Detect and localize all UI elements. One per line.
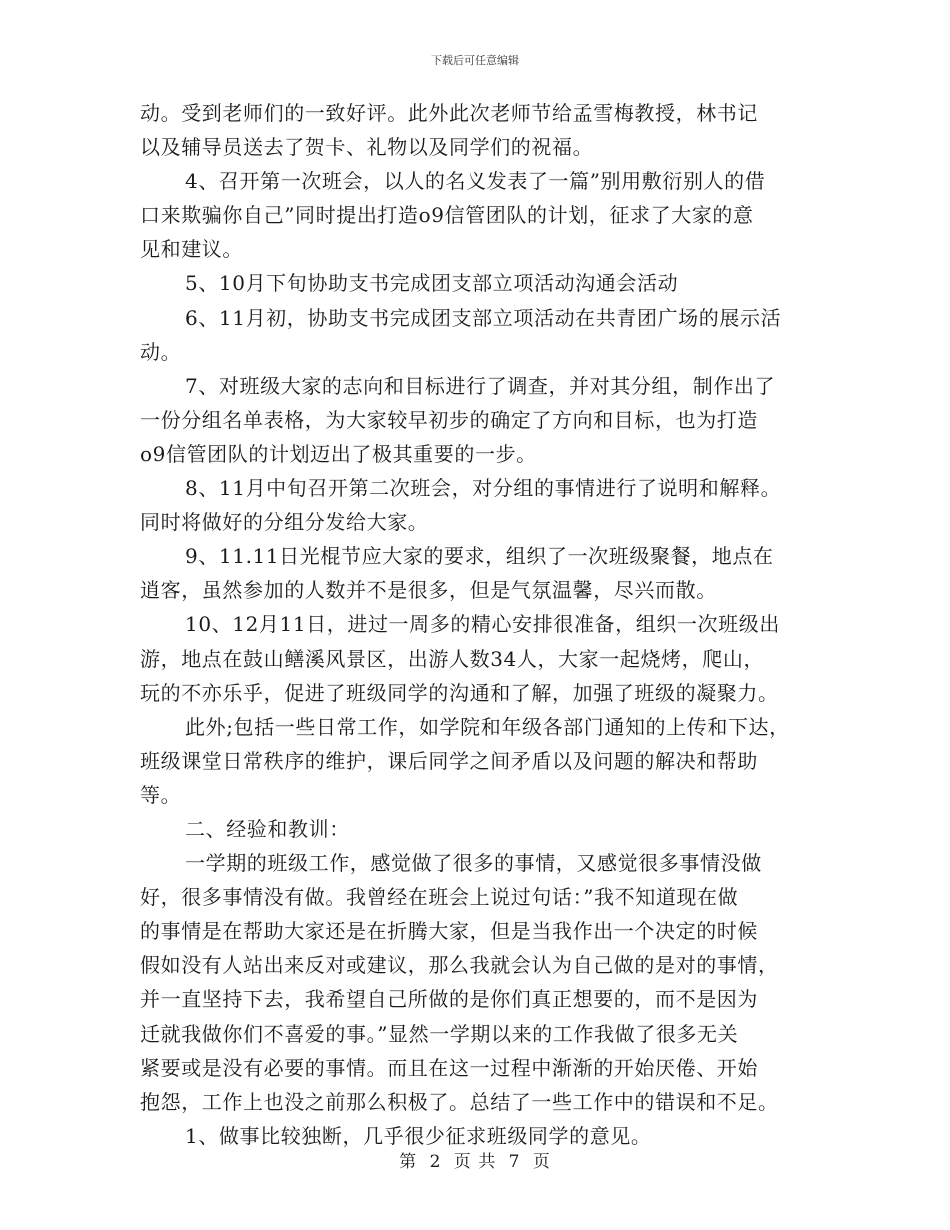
body-line: 4、召开第一次班会，以人的名义发表了一篇”别用敷衍别人的借 <box>185 169 766 194</box>
header-note: 下载后可任意编辑 <box>431 54 519 67</box>
body-line: 游，地点在鼓山鳝溪风景区，出游人数34人，大家一起烧烤，爬山， <box>140 646 765 671</box>
body-line: 此外;包括一些日常工作，如学院和年级各部门通知的上传和下达， <box>185 714 790 739</box>
body-line: 1、做事比较独断，几乎很少征求班级同学的意见。 <box>185 1123 652 1148</box>
body-line: 并一直坚持下去，我希望自己所做的是你们真正想要的，而不是因为 <box>140 987 758 1012</box>
body-line: 紧要或是没有必要的事情。而且在这一过程中渐渐的开始厌倦、开始 <box>140 1055 758 1080</box>
footer-suffix: 页 <box>532 1152 551 1172</box>
body-line: 动。受到老师们的一致好评。此外此次老师节给孟雪梅教授，林书记 <box>140 101 758 125</box>
body-line: 7、对班级大家的志向和目标进行了调查，并对其分组，制作出了 <box>185 373 776 398</box>
footer-middle: 页 共 <box>453 1152 497 1172</box>
body-line: 抱怨，工作上也没之前那么积极了。总结了一些工作中的错误和不足。 <box>140 1089 779 1114</box>
body-line: 一学期的班级工作，感觉做了很多的事情，又感觉很多事情没做 <box>185 851 762 876</box>
page-footer <box>0 1147 950 1172</box>
body-line: 班级课堂日常秩序的维护，课后同学之间矛盾以及问题的解决和帮助 <box>140 748 758 773</box>
body-line: 9、11.11日光棍节应大家的要求，组织了一次班级聚餐，地点在 <box>185 544 774 569</box>
body-line: 5、10月下旬协助支书完成团支部立项活动沟通会活动 <box>185 271 679 296</box>
body-line: 等。 <box>140 782 182 807</box>
body-line: 好，很多事情没有做。我曾经在班会上说过句话：”我不知道现在做 <box>140 885 739 910</box>
body-line: 动。 <box>140 339 182 364</box>
body-line: 二、经验和教训： <box>185 816 350 841</box>
body-line: o9信管团队的计划迈出了极其重要的一步。 <box>140 441 537 466</box>
body-line: 8、11月中旬召开第二次班会，对分组的事情进行了说明和解释。 <box>185 476 782 501</box>
body-line: 的事情是在帮助大家还是在折腾大家，但是当我作出一个决定的时候 <box>140 919 758 944</box>
body-line: 10、12月11日，进过一周多的精心安排很准备，组织一次班级出 <box>185 612 780 637</box>
body-line: 见和建议。 <box>140 237 243 262</box>
body-line: 以及辅导员送去了贺卡、礼物以及同学们的祝福。 <box>140 135 594 160</box>
body-line: 假如没有人站出来反对或建议，那么我就会认为自己做的是对的事情， <box>140 953 779 978</box>
footer-prefix: 第 <box>399 1152 418 1172</box>
body-line: 一份分组名单表格，为大家较早初步的确定了方向和目标，也为打造 <box>140 407 758 432</box>
body-line: 玩的不亦乐乎，促进了班级同学的沟通和了解，加强了班级的凝聚力。 <box>140 680 779 705</box>
body-line: 同时将做好的分组分发给大家。 <box>140 510 429 535</box>
document-body <box>140 96 820 1153</box>
footer-page-number: 2 <box>429 1152 442 1172</box>
body-line: 迁就我做你们不喜爱的事。”显然一学期以来的工作我做了很多无关 <box>140 1021 739 1046</box>
body-line: 逍客，虽然参加的人数并不是很多，但是气氛温馨，尽兴而散。 <box>140 578 717 603</box>
body-line: 6、11月初，协助支书完成团支部立项活动在共青团广场的展示活 <box>185 305 782 330</box>
footer-total-pages: 7 <box>508 1152 521 1172</box>
body-line: 口来欺骗你自己”同时提出打造o9信管团队的计划，征求了大家的意 <box>140 203 754 228</box>
